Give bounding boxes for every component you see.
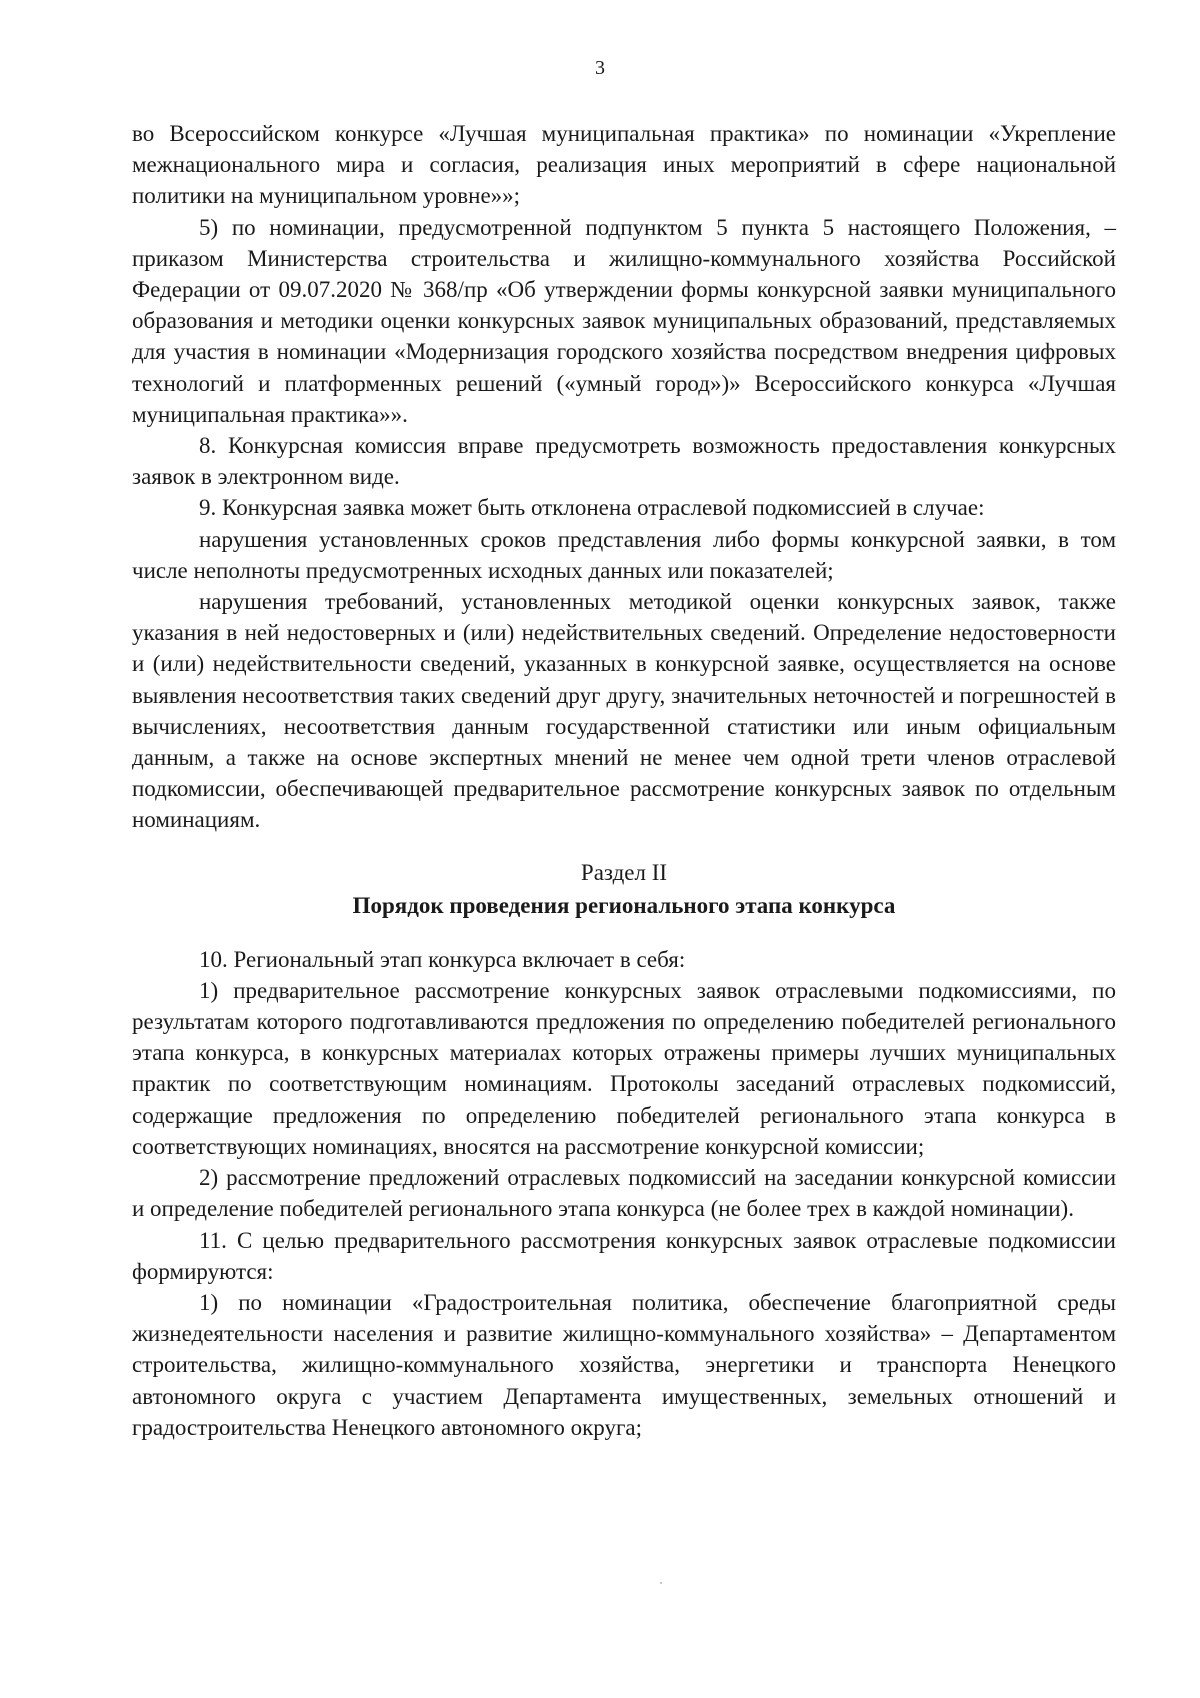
paragraph-item-5: 5) по номинации, предусмотренной подпунктом 5 пункта 5 настоящего Положения, – приказом Министерства строительства и жилищно-коммунального хозяйства Российской Федерации от 09.07.2020 № 368/пр «Об утверждении формы конкурсной заявки муниципального образования и методики оценки конкурсных заявок муниципальных образований, представляемых для участия в номинации «Модернизация городского хозяйства посредством внедрения цифровых технологий и платформенных решений («умный город»)» Всероссийского конкурса «Лучшая муниципальная практика»». bbox=[132, 214, 1116, 427]
section-heading bbox=[132, 856, 1116, 922]
document-body bbox=[132, 118, 1116, 1443]
page-number: 3 bbox=[595, 57, 605, 79]
paragraph-continuation: во Всероссийском конкурсе «Лучшая муниципальная практика» по номинации «Укрепление межнационального мира и согласия, реализация иных мероприятий в сфере национальной политики на муниципальном уровне»»; bbox=[132, 121, 1116, 209]
section-number: Раздел II bbox=[580, 859, 668, 885]
paragraph-clause-10: 10. Региональный этап конкурса включает в себя: bbox=[199, 946, 686, 972]
paragraph-clause-11-item-1: 1) по номинации «Градостроительная политика, обеспечение благоприятной среды жизнедеятельности населения и развитие жилищно-коммунального хозяйства» – Департаментом строительства, жилищно-коммунального хозяйства, энергетики и транспорта Ненецкого автономного округа с участием Департамента имущественных, земельных отношений и градостроительства Ненецкого автономного округа; bbox=[132, 1289, 1116, 1440]
top-paragraphs bbox=[132, 118, 1116, 836]
paragraph-clause-8: 8. Конкурсная комиссия вправе предусмотреть возможность предоставления конкурсных заявок в электронном виде. bbox=[132, 433, 1116, 490]
paragraph-clause-9-case-1: нарушения установленных сроков представления либо формы конкурсной заявки, в том числе неполноты предусмотренных исходных данных или показателей; bbox=[132, 526, 1116, 583]
section-title: Порядок проведения регионального этапа конкурса bbox=[352, 892, 896, 918]
bottom-paragraphs bbox=[132, 944, 1116, 1443]
scan-speck bbox=[660, 1582, 662, 1584]
paragraph-clause-10-item-2: 2) рассмотрение предложений отраслевых подкомиссий на заседании конкурсной комиссии и определение победителей регионального этапа конкурса (не более трех в каждой номинации). bbox=[132, 1165, 1116, 1222]
paragraph-clause-10-item-1: 1) предварительное рассмотрение конкурсных заявок отраслевыми подкомиссиями, по результатам которого подготавливаются предложения по определению победителей регионального этапа конкурса, в конкурсных материалах которых отражены примеры лучших муниципальных практик по соответствующим номинациям. Протоколы заседаний отраслевых подкомиссий, содержащие предложения по определению победителей регионального этапа конкурса в соответствующих номинациях, вносятся на рассмотрение конкурсной комиссии; bbox=[132, 977, 1116, 1159]
paragraph-clause-9: 9. Конкурсная заявка может быть отклонена отраслевой подкомиссией в случае: bbox=[199, 495, 985, 521]
paragraph-clause-11: 11. С целью предварительного рассмотрения конкурсных заявок отраслевые подкомиссии формируются: bbox=[132, 1227, 1116, 1284]
paragraph-clause-9-case-2: нарушения требований, установленных методикой оценки конкурсных заявок, также указания в ней недостоверных и (или) недействительных сведений. Определение недостоверности и (или) недействительности сведений, указанных в конкурсной заявке, осуществляется на основе выявления несоответствия таких сведений друг другу, значительных неточностей и погрешностей в вычислениях, несоответствия данным государственной статистики или иным официальным данным, а также на основе экспертных мнений не менее чем одной трети членов отраслевой подкомиссии, обеспечивающей предварительное рассмотрение конкурсных заявок по отдельным номинациям. bbox=[132, 589, 1116, 833]
